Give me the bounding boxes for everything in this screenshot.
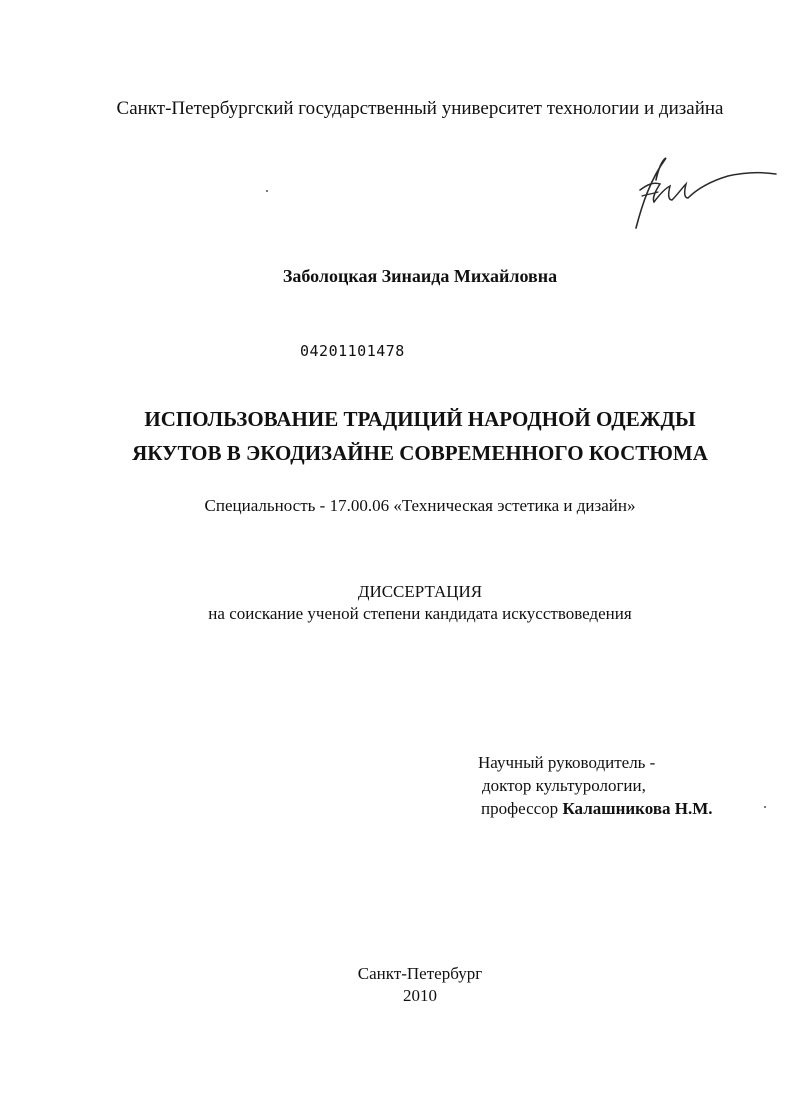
supervisor-title: профессор (481, 799, 559, 818)
university-name: Санкт-Петербургский государственный университет технологии и дизайна (116, 98, 724, 119)
supervisor-block (478, 751, 713, 820)
footer-year: 2010 (403, 986, 437, 1005)
author-name: Заболоцкая Зинаида Михайловна (282, 266, 558, 286)
scan-speck (266, 190, 268, 192)
supervisor-role: Научный руководитель - (478, 753, 656, 772)
title-line-1: ИСПОЛЬЗОВАНИЕ ТРАДИЦИЙ НАРОДНОЙ ОДЕЖДЫ (144, 407, 696, 431)
work-type-label: ДИССЕРТАЦИЯ (357, 582, 483, 601)
registration-code: 04201101478 (300, 342, 405, 360)
supervisor-degree: доктор культурологии, (482, 776, 646, 795)
title-line-2: ЯКУТОВ В ЭКОДИЗАЙНЕ СОВРЕМЕННОГО КОСТЮМА (132, 441, 708, 465)
supervisor-title-line (478, 797, 713, 820)
footer-block (0, 963, 792, 1007)
scan-speck (764, 806, 766, 808)
dissertation-title (0, 402, 792, 470)
degree-sought: на соискание ученой степени кандидата искусствоведения (208, 604, 632, 623)
supervisor-name: Калашникова Н.М. (562, 799, 713, 818)
handwritten-signature-icon (618, 150, 778, 232)
specialty-line: Специальность - 17.00.06 «Техническая эстетика и дизайн» (204, 496, 636, 515)
work-type-block (0, 581, 792, 625)
footer-city: Санкт-Петербург (357, 964, 483, 983)
